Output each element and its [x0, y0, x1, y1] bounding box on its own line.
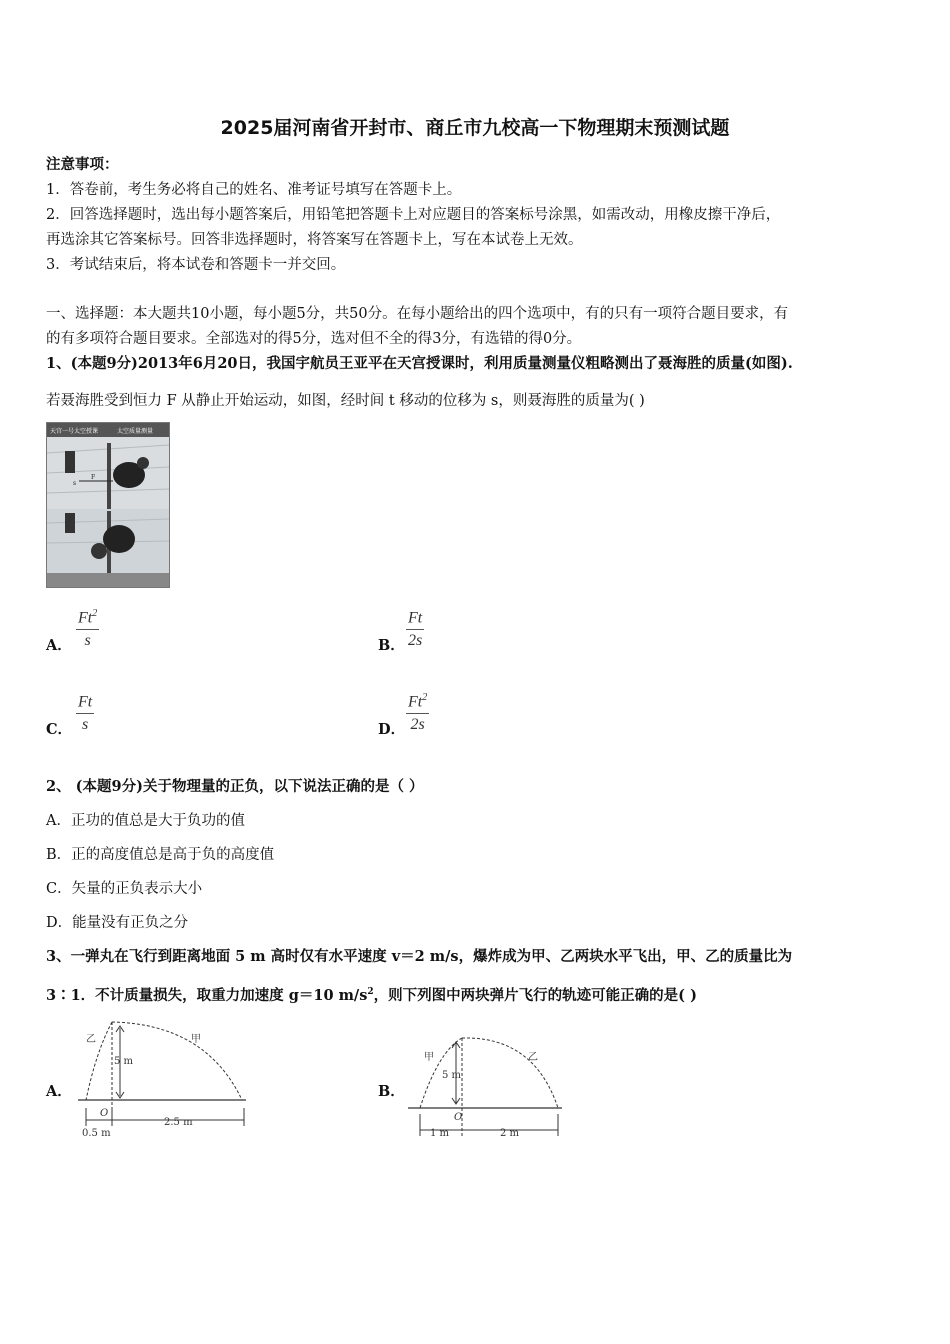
q3-stem-line2	[46, 984, 697, 1005]
q3-stem-part1: 3∶1．不计质量损失，取重力加速度 g＝10 m/s	[46, 987, 368, 1004]
q1-option-c-label: C．	[46, 721, 73, 738]
origin-label: O	[100, 1108, 109, 1119]
q1-option-d-formula	[406, 692, 429, 734]
q1-option-a-formula	[76, 608, 99, 650]
photo-caption-left: 天宫一号太空授课	[50, 428, 99, 435]
denominator: 2s	[410, 716, 425, 734]
notice-item: 1．答卷前，考生务必将自己的姓名、准考证号填写在答题卡上。	[46, 182, 462, 198]
q1-option-b-formula	[406, 608, 424, 650]
height-label: 5 m	[114, 1056, 134, 1067]
right-distance-label: 2.5 m	[164, 1117, 193, 1128]
numerator: Ft	[408, 693, 423, 711]
q3-stem-part2: ，则下列图中两块弹片飞行的轨迹可能正确的是( )	[373, 987, 697, 1004]
exponent: 2	[92, 608, 98, 619]
q1-stem-line2: 若聂海胜受到恒力 F 从静止开始运动，如图，经时间 t 移动的位移为 s，则聂海胜的质量为( )	[46, 393, 645, 409]
q3-stem-line1: 3、一弹丸在飞行到距离地面 5 m 高时仅有水平速度 v＝2 m/s，爆炸成为甲、乙两块水平飞出，甲、乙的质量比为	[46, 948, 793, 965]
section-desc: 的有多项符合题目要求。全部选对的得5分，选对但不全的得3分，有选错的得0分。	[46, 331, 582, 347]
photo-caption-right: 太空质量测量	[117, 428, 154, 435]
q2-option: B．正的高度值总是高于负的高度值	[46, 847, 275, 863]
page-title: 2025届河南省开封市、商丘市九校高一下物理期末预测试题	[220, 117, 730, 139]
left-piece-label: 甲	[424, 1052, 434, 1063]
q3-option-a-label: A．	[46, 1083, 72, 1100]
left-distance-label: 1 m	[430, 1128, 450, 1139]
notice-item: 再选涂其它答案标号。回答非选择题时，将答案写在答题卡上，写在本试卷上无效。	[46, 232, 583, 248]
origin-label: O	[454, 1112, 463, 1123]
q1-photo	[46, 422, 170, 588]
q1-option-a-label: A．	[46, 637, 72, 654]
left-piece-label: 乙	[86, 1034, 96, 1045]
right-piece-label: 甲	[191, 1034, 201, 1045]
numerator: Ft	[408, 609, 423, 627]
numerator: Ft	[78, 609, 93, 627]
right-distance-label: 2 m	[500, 1128, 520, 1139]
q2-stem: 2、 (本题9分)关于物理量的正负，以下说法正确的是（ ）	[46, 778, 424, 795]
notice-heading: 注意事项：	[46, 156, 119, 173]
denominator: 2s	[407, 632, 423, 650]
exponent: 2	[422, 692, 428, 703]
astronaut-illustration	[47, 423, 169, 587]
q1-option-d-label: D．	[378, 721, 406, 738]
section-heading: 一、选择题：本大题共10小题，每小题5分，共50分。在每小题给出的四个选项中，有的只有一项符合题目要求，有	[46, 306, 789, 322]
q3-stem-exponent: 2	[367, 987, 374, 998]
q1-option-b-label: B．	[378, 637, 405, 654]
q2-option: A．正功的值总是大于负功的值	[46, 813, 245, 829]
q3-option-b-label: B．	[378, 1083, 405, 1100]
left-distance-label: 0.5 m	[82, 1128, 111, 1139]
right-piece-label: 乙	[528, 1052, 538, 1063]
denominator: s	[84, 632, 91, 650]
notice-item: 3．考试结束后，将本试卷和答题卡一并交回。	[46, 257, 346, 273]
height-label: 5 m	[442, 1070, 462, 1081]
q2-option: D．能量没有正负之分	[46, 915, 189, 931]
q3-figure-a	[76, 1012, 256, 1142]
q1-option-c-formula	[76, 692, 94, 734]
q3-figure-b	[404, 1022, 564, 1142]
notice-item: 2．回答选择题时，选出每小题答案后，用铅笔把答题卡上对应题目的答案标号涂黑，如需改动，用橡皮擦干净后，	[46, 207, 781, 223]
q1-stem-line1: 1、(本题9分)2013年6月20日，我国宇航员王亚平在天宫授课时，利用质量测量仪粗略测出了聂海胜的质量(如图).	[46, 355, 793, 372]
numerator: Ft	[78, 693, 93, 711]
svg-text:s: s	[73, 480, 77, 487]
denominator: s	[81, 716, 89, 734]
q2-option: C．矢量的正负表示大小	[46, 881, 203, 897]
svg-text:F: F	[91, 474, 96, 481]
